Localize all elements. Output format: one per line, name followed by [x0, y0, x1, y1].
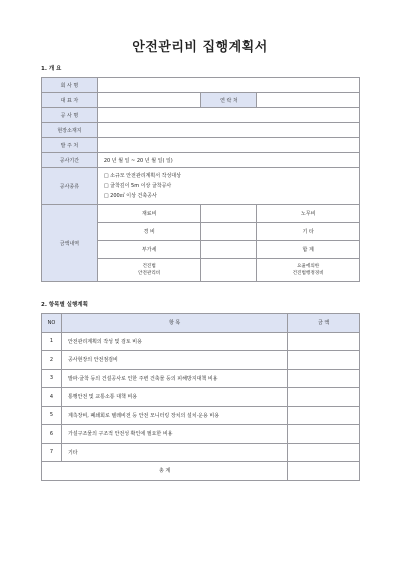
section-plan-heading: 2. 항목별 실행계획 — [41, 302, 88, 308]
type-option[interactable]: □ 굴착깊이 5m 이상 굴착공사 — [103, 183, 172, 189]
amount-label: 금액내역 — [42, 205, 98, 282]
contact-label: 연 락 처 — [201, 93, 257, 108]
row-amount-field[interactable] — [288, 406, 360, 425]
contact-field[interactable] — [257, 93, 360, 108]
total-amount-field[interactable] — [288, 462, 360, 481]
row-item: 발파·굴착 등의 건설공사로 인한 주변 건축물 등의 피해방지대책 비용 — [61, 369, 287, 388]
representative-field[interactable] — [97, 93, 201, 108]
material-label: 재료비 — [97, 205, 201, 223]
client-label: 발 주 처 — [42, 138, 98, 153]
period-label: 공사기간 — [42, 153, 98, 168]
row-item: 통행안전 및 교통소통 대책 비용 — [61, 388, 287, 407]
table-row — [42, 425, 360, 444]
table-row — [42, 351, 360, 370]
row-amount-field[interactable] — [288, 425, 360, 444]
overhead-field[interactable] — [201, 223, 257, 241]
building-law-cost-label — [97, 259, 201, 282]
admin-cost-label — [257, 259, 360, 282]
row-no: 3 — [42, 369, 62, 388]
page-title: 안전관리비 집행계획서 — [132, 40, 268, 55]
row-amount-field[interactable] — [288, 332, 360, 351]
vat-label: 부가세 — [97, 241, 201, 259]
overhead-label: 경 비 — [97, 223, 201, 241]
building-law-cost-field[interactable] — [201, 259, 257, 282]
building-law-line1: 건진법 — [142, 264, 156, 269]
labor-label-text: 노무비 — [300, 211, 316, 217]
item-header: 항 목 — [61, 314, 287, 333]
row-no: 4 — [42, 388, 62, 407]
admin-cost-line2: 건진법행정경비 — [292, 271, 324, 276]
row-item: 안전관리계획의 작성 및 검토 비용 — [61, 332, 287, 351]
type-options[interactable] — [97, 168, 359, 205]
table-row — [42, 406, 360, 425]
total-label: 총 계 — [42, 462, 288, 481]
project-field[interactable] — [97, 108, 359, 123]
row-amount-field[interactable] — [288, 369, 360, 388]
row-no: 6 — [42, 425, 62, 444]
row-item: 계측장비, 폐쇄회로 텔레비전 등 안전 모니터링 장치의 설치·운용 비용 — [61, 406, 287, 425]
total-label: 합 계 — [257, 241, 360, 259]
material-field[interactable] — [201, 205, 257, 223]
row-item: 가설구조물의 구조적 안전성 확인에 필요한 비용 — [61, 425, 287, 444]
row-item: 공사현장의 안전점검비 — [61, 351, 287, 370]
other-label: 기 타 — [257, 223, 360, 241]
representative-label: 대 표 자 — [42, 93, 98, 108]
row-no: 7 — [42, 443, 62, 462]
company-field[interactable] — [97, 78, 359, 93]
table-row — [42, 443, 360, 462]
row-no: 2 — [42, 351, 62, 370]
client-field[interactable] — [97, 138, 359, 153]
vat-field[interactable] — [201, 241, 257, 259]
labor-label — [257, 205, 360, 223]
section-overview-heading: 1. 개 요 — [41, 66, 62, 72]
location-label: 현장소재지 — [42, 123, 98, 138]
type-option[interactable]: □ 소규모 안전관리계획서 작성대상 — [103, 173, 181, 179]
row-item: 기타 — [61, 443, 287, 462]
type-option[interactable]: □ 200㎡ 이상 건축공사 — [103, 193, 157, 199]
company-label: 회 사 명 — [42, 78, 98, 93]
overview-table — [41, 77, 360, 282]
no-header: NO — [42, 314, 62, 333]
type-label: 공사종류 — [42, 168, 98, 205]
project-label: 공 사 명 — [42, 108, 98, 123]
row-amount-field[interactable] — [288, 443, 360, 462]
admin-cost-line1: 요율에의한 — [297, 264, 320, 269]
row-no: 1 — [42, 332, 62, 351]
building-law-line2: 안전관리비 — [138, 271, 161, 276]
period-value[interactable]: 20 년 월 일 ~ 20 년 월 일( 일) — [97, 153, 359, 168]
table-row — [42, 388, 360, 407]
amount-header: 금 액 — [288, 314, 360, 333]
row-amount-field[interactable] — [288, 388, 360, 407]
row-amount-field[interactable] — [288, 351, 360, 370]
table-row — [42, 332, 360, 351]
total-row — [42, 462, 360, 481]
plan-table — [41, 313, 360, 481]
table-row — [42, 369, 360, 388]
location-field[interactable] — [97, 123, 359, 138]
row-no: 5 — [42, 406, 62, 425]
